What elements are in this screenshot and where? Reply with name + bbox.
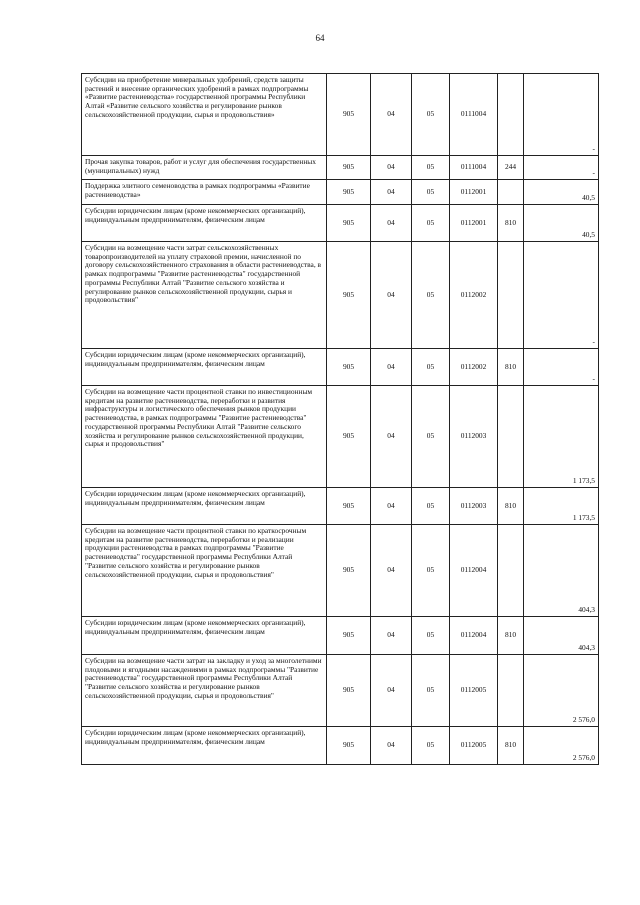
row-grbs: 905 [327, 525, 371, 617]
row-subsection: 05 [412, 525, 450, 617]
row-subsection: 05 [412, 156, 450, 180]
row-section: 04 [371, 205, 412, 242]
row-subsection: 05 [412, 180, 450, 205]
row-subsection: 05 [412, 349, 450, 386]
row-expense-type: 810 [498, 349, 524, 386]
row-amount: 2 576,0 [524, 727, 599, 765]
row-amount: - [524, 349, 599, 386]
table-row [82, 386, 599, 488]
row-expense-type: 810 [498, 488, 524, 525]
row-expense-type: 810 [498, 617, 524, 655]
row-name: Субсидии на возмещение части затрат на закладку и уход за многолетними плодовыми и ягодными насаждениями в рамках подпрограммы "Развитие растениеводства" государственной программы Республики Алтай "Развитие сельского хозяйства и регулирование рынков сельскохозяйственной продукции, сырья и продовольствия" [82, 655, 327, 727]
row-section: 04 [371, 386, 412, 488]
row-subsection: 05 [412, 727, 450, 765]
row-expense-type [498, 655, 524, 727]
row-expense-type: 810 [498, 727, 524, 765]
row-name: Субсидии на возмещение части процентной ставки по краткосрочным кредитам на развитие растениеводства, переработки и реализации продукции растениеводства в рамках подпрограммы "Развитие растениеводства" государственной программы Республики Алтай "Развитие сельского хозяйства и регулирование рынков сельскохозяйственной продукции, сырья и продовольствия" [82, 525, 327, 617]
row-amount: 40,5 [524, 180, 599, 205]
row-section: 04 [371, 727, 412, 765]
row-subsection: 05 [412, 655, 450, 727]
row-amount: 404,3 [524, 617, 599, 655]
row-amount: 2 576,0 [524, 655, 599, 727]
row-target-article: 0111004 [450, 74, 498, 156]
row-section: 04 [371, 156, 412, 180]
row-target-article: 0112004 [450, 617, 498, 655]
row-expense-type: 244 [498, 156, 524, 180]
table-row [82, 488, 599, 525]
row-subsection: 05 [412, 386, 450, 488]
row-target-article: 0112001 [450, 205, 498, 242]
row-name: Субсидии юридическим лицам (кроме некоммерческих организаций), индивидуальным предпринимателям, физическим лицам [82, 349, 327, 386]
row-amount: 404,3 [524, 525, 599, 617]
row-grbs: 905 [327, 180, 371, 205]
row-subsection: 05 [412, 205, 450, 242]
table-row [82, 74, 599, 156]
row-section: 04 [371, 74, 412, 156]
row-target-article: 0112002 [450, 349, 498, 386]
row-grbs: 905 [327, 727, 371, 765]
row-section: 04 [371, 488, 412, 525]
row-subsection: 05 [412, 617, 450, 655]
row-subsection: 05 [412, 74, 450, 156]
row-target-article: 0112002 [450, 242, 498, 349]
row-amount: - [524, 242, 599, 349]
row-grbs: 905 [327, 349, 371, 386]
row-section: 04 [371, 242, 412, 349]
row-expense-type [498, 242, 524, 349]
row-amount: 1 173,5 [524, 488, 599, 525]
row-name: Субсидии на приобретение минеральных удобрений, средств защиты растений и внесение органических удобрений в рамках подпрограммы «Развитие растениеводства» государственной программы Республики Алтай «Развитие сельского хозяйства и регулирование рынков сельскохозяйственной продукции, сырья и продовольствия» [82, 74, 327, 156]
row-name: Субсидии на возмещение части затрат сельскохозяйственных товаропроизводителей на уплату страховой премии, начисленной по договору сельскохозяйственного страхования в области растениеводства, в рамках подпрограммы "Развитие растениеводства" государственной программы Республики Алтай "Развитие сельского хозяйства и регулирование рынков сельскохозяйственной продукции, сырья и продовольствия" [82, 242, 327, 349]
row-grbs: 905 [327, 156, 371, 180]
table-row [82, 617, 599, 655]
table-row [82, 242, 599, 349]
row-grbs: 905 [327, 617, 371, 655]
table-row [82, 205, 599, 242]
row-section: 04 [371, 180, 412, 205]
row-expense-type [498, 180, 524, 205]
row-section: 04 [371, 617, 412, 655]
budget-table [81, 73, 599, 765]
table-row [82, 180, 599, 205]
row-grbs: 905 [327, 386, 371, 488]
table-row [82, 655, 599, 727]
row-section: 04 [371, 349, 412, 386]
table-row [82, 727, 599, 765]
row-grbs: 905 [327, 488, 371, 525]
row-expense-type: 810 [498, 205, 524, 242]
row-target-article: 0112005 [450, 727, 498, 765]
row-section: 04 [371, 655, 412, 727]
row-expense-type [498, 386, 524, 488]
table-row [82, 525, 599, 617]
row-name: Субсидии юридическим лицам (кроме некоммерческих организаций), индивидуальным предпринимателям, физическим лицам [82, 617, 327, 655]
row-name: Поддержка элитного семеноводства в рамках подпрограммы «Развитие растениеводства» [82, 180, 327, 205]
row-expense-type [498, 525, 524, 617]
row-grbs: 905 [327, 242, 371, 349]
page-number: 64 [315, 33, 325, 43]
row-target-article: 0111004 [450, 156, 498, 180]
row-amount: - [524, 156, 599, 180]
row-name: Субсидии на возмещение части процентной ставки по инвестиционным кредитам на развитие растениеводства, переработки и развития инфраструктуры и логистического обеспечения рынков продукции растениеводства, в рамках подпрограммы "Развитие растениеводства" государственной программы Республики Алтай "Развитие сельского хозяйства и регулирование рынков сельскохозяйственной продукции, сырья и продовольствия" [82, 386, 327, 488]
row-target-article: 0112005 [450, 655, 498, 727]
row-amount: 1 173,5 [524, 386, 599, 488]
row-target-article: 0112001 [450, 180, 498, 205]
row-expense-type [498, 74, 524, 156]
row-name: Прочая закупка товаров, работ и услуг для обеспечения государственных (муниципальных) нужд [82, 156, 327, 180]
row-name: Субсидии юридическим лицам (кроме некоммерческих организаций), индивидуальным предпринимателям, физическим лицам [82, 205, 327, 242]
row-target-article: 0112003 [450, 386, 498, 488]
row-section: 04 [371, 525, 412, 617]
row-name: Субсидии юридическим лицам (кроме некоммерческих организаций), индивидуальным предпринимателям, физическим лицам [82, 488, 327, 525]
row-grbs: 905 [327, 74, 371, 156]
row-amount: - [524, 74, 599, 156]
row-target-article: 0112004 [450, 525, 498, 617]
table-row [82, 156, 599, 180]
row-grbs: 905 [327, 655, 371, 727]
table-row [82, 349, 599, 386]
row-amount: 40,5 [524, 205, 599, 242]
row-subsection: 05 [412, 488, 450, 525]
row-grbs: 905 [327, 205, 371, 242]
row-target-article: 0112003 [450, 488, 498, 525]
row-name: Субсидии юридическим лицам (кроме некоммерческих организаций), индивидуальным предпринимателям, физическим лицам [82, 727, 327, 765]
row-subsection: 05 [412, 242, 450, 349]
